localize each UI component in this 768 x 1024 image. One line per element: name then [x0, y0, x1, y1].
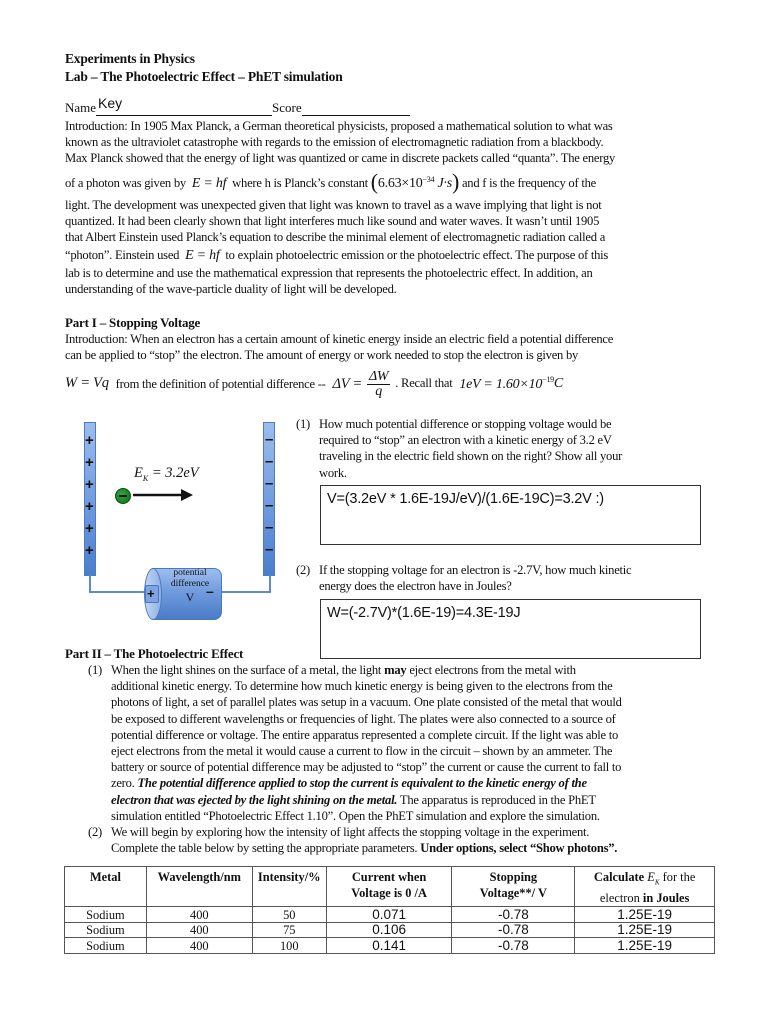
intro-paragraph [65, 118, 715, 298]
cell-ek[interactable]: 1.25E-19 [575, 938, 715, 954]
cell-current[interactable]: 0.071 [326, 907, 452, 923]
plus-sign: + [85, 476, 94, 493]
battery-icon [144, 568, 222, 620]
q1-number: (1) [296, 417, 310, 431]
cell-metal: Sodium [65, 907, 147, 923]
cell-ek[interactable]: 1.25E-19 [575, 922, 715, 938]
cell-wavelength: 400 [146, 907, 252, 923]
wire-right-horizontal [220, 591, 271, 593]
q2-text: If the stopping voltage for an electron is -2.7V, how much kinetic energy does the electron have in Joules? [319, 563, 632, 594]
paren-open: ( [370, 168, 378, 194]
intro-line: light. The development was unexpected given that light was known to travel as a wave implying that light is not [65, 197, 602, 212]
electric-field-diagram [70, 410, 300, 640]
wire-right-vertical [269, 575, 271, 592]
header-calculate-ek: Calculate $E_K$ for the electron in Joules [575, 867, 715, 907]
cell-current[interactable]: 0.141 [326, 938, 452, 954]
cell-intensity: 100 [252, 938, 326, 954]
name-value: Key [98, 95, 123, 111]
header-stopping-voltage: Stopping Voltage**/ V [452, 867, 575, 907]
paren-close: ) [451, 168, 460, 194]
table-header-row [65, 867, 715, 907]
plus-sign: + [85, 520, 94, 537]
part2-item2-text: We will begin by exploring how the intensity of light affects the stopping voltage in the experiment. Complete the table below by setting the appropriate parameters. Under options, select “Show photons”. [111, 825, 618, 856]
header-current: Current when Voltage is 0 /A [326, 867, 452, 907]
cell-intensity: 75 [252, 922, 326, 938]
wire-left-vertical [89, 575, 91, 592]
q1-answer-box[interactable] [320, 485, 701, 545]
cell-ek[interactable]: 1.25E-19 [575, 907, 715, 923]
part2-item1-number: (1) [88, 663, 102, 677]
electron-minus-glyph [119, 495, 127, 497]
cell-intensity: 50 [252, 907, 326, 923]
part1-heading: Part I – Stopping Voltage [65, 315, 201, 330]
minus-sign: – [265, 541, 274, 558]
cell-metal: Sodium [65, 938, 147, 954]
table-row [65, 907, 715, 923]
ev-conversion: 1eV = 1.60×10 [459, 376, 543, 392]
q1-text: How much potential difference or stopping voltage would be required to “stop” an electron with a kinetic energy of 3.2 eV traveling in the electric field shown on the right? Show all your work. [319, 417, 623, 480]
q2-answer: W=(-2.7V)*(1.6E-19)=4.3E-19J [327, 605, 521, 621]
minus-sign: – [265, 431, 274, 448]
name-score-line [65, 95, 410, 116]
equation-e-hf: E = hf [191, 175, 227, 191]
battery-label: potential difference V [170, 568, 210, 604]
plus-sign: + [85, 498, 94, 515]
part1-line: can be applied to “stop” the electron. The amount of energy or work needed to stop the electron is given by [65, 348, 579, 363]
intro-line: understanding of the wave-particle duality of light will be developed. [65, 282, 397, 297]
lab-title: Lab – The Photoelectric Effect – PhET simulation [65, 69, 343, 84]
name-label: Name [65, 100, 97, 115]
wire-left-horizontal [89, 591, 145, 593]
q1-answer: V=(3.2eV * 1.6E-19J/eV)/(1.6E-19C)=3.2V :) [327, 491, 604, 507]
intro-line: known as the ultraviolet catastrophe with regards to the emission of electromagnetic radiation from a blackbody. [65, 135, 604, 150]
battery-plus-sign: + [147, 586, 155, 601]
header-metal: Metal [65, 867, 147, 907]
intro-line: Max Planck showed that the energy of light was quantized or came in discrete packets called “quanta”. The energy [65, 151, 616, 166]
cell-metal: Sodium [65, 922, 147, 938]
minus-sign: – [265, 475, 274, 492]
part1-equation-line: W = Vq from the definition of potential difference -- ΔV = $\frac{\Delta W}{q}$ . Recall that $1eV = 1.60\times 10^{-19}C$ [65, 369, 563, 400]
course-title: Experiments in Physics [65, 51, 195, 66]
battery-minus-sign: – [206, 583, 214, 599]
velocity-arrow-icon [133, 488, 195, 502]
score-label: Score [272, 100, 302, 115]
intro-line-equation: of a photon was given by E = hf where h is Planck’s constant ($6.63\times 10^{-34}$ J·s) and f is the frequency of the [65, 168, 596, 194]
fraction-dw-q: $\frac{\Delta W}{q}$ [368, 369, 389, 400]
intro-line: that Albert Einstein used Planck’s equation to describe the minimal element of electromagnetic radiation called a [65, 230, 606, 245]
q2-answer-box[interactable] [320, 599, 701, 659]
cell-wavelength: 400 [146, 938, 252, 954]
part2-item1-text: When the light shines on the surface of a metal, the light may eject electrons from the metal with additional kinetic energy. To determine how much kinetic energy is being given to the electrons from the photons of light, a set of parallel plates was setup in a vacuum. One plate consisted of the metal that would be exposed to different wavelengths or frequencies of light. The plates were also connected to a source of potential difference or voltage. The entire apparatus represented a complete circuit. If the light was able to eject electrons from the metal it would cause a current to flow in the circuit – shown by an ammeter. The battery or source of potential difference may be adjusted to “stop” the current or cause the current to fall to zero. The potential difference applied to stop the current is equivalent to the kinetic energy of the electron that was ejected by the light shining on the metal. The apparatus is reproduced in the PhET simulation entitled “Photoelectric Effect 1.10”. Open the PhET simulation and explore the simulation. [111, 663, 622, 823]
plus-sign: + [85, 454, 94, 471]
intro-line: quantized. It had been clearly shown that light interferes much like sound and water waves. It wasn’t until 1905 [65, 213, 600, 228]
intro-line: Introduction: In 1905 Max Planck, a German theoretical physicists, proposed a mathematical solution to what was [65, 119, 613, 133]
intro-line-equation: “photon”. Einstein used E = hf to explain photoelectric emission or the photoelectric effect. The purpose of this [65, 248, 609, 264]
header-wavelength: Wavelength/nm [146, 867, 252, 907]
name-field[interactable] [96, 95, 272, 116]
cell-stopping-voltage[interactable]: -0.78 [452, 922, 575, 938]
intensity-data-table [64, 866, 715, 954]
cell-stopping-voltage[interactable]: -0.78 [452, 938, 575, 954]
table-row [65, 922, 715, 938]
planck-constant: 6.63×10 [377, 175, 423, 191]
equation-w-vq: W = Vq [65, 375, 109, 392]
plus-sign: + [85, 432, 94, 449]
cell-wavelength: 400 [146, 922, 252, 938]
part2-item2-number: (2) [88, 825, 102, 839]
minus-sign: – [265, 453, 274, 470]
header-intensity: Intensity/% [252, 867, 326, 907]
part1-line: Introduction: When an electron has a certain amount of kinetic energy inside an electric field a potential difference [65, 332, 614, 346]
intro-line: lab is to determine and use the mathematical expression that represents the photoelectric effect. In addition, an [65, 266, 593, 281]
q2-number: (2) [296, 563, 310, 577]
cell-current[interactable]: 0.106 [326, 922, 452, 938]
minus-sign: – [265, 519, 274, 536]
table-row [65, 938, 715, 954]
kinetic-energy-label: $E_K = 3.2eV$ [134, 465, 199, 483]
plus-sign: + [85, 542, 94, 559]
score-field[interactable] [302, 101, 410, 116]
minus-sign: – [265, 497, 274, 514]
electron-icon [115, 488, 131, 504]
part1-intro [65, 331, 715, 400]
cell-stopping-voltage[interactable]: -0.78 [452, 907, 575, 923]
part2-heading: Part II – The Photoelectric Effect [65, 646, 244, 661]
equation-e-hf: E = hf [185, 248, 220, 264]
